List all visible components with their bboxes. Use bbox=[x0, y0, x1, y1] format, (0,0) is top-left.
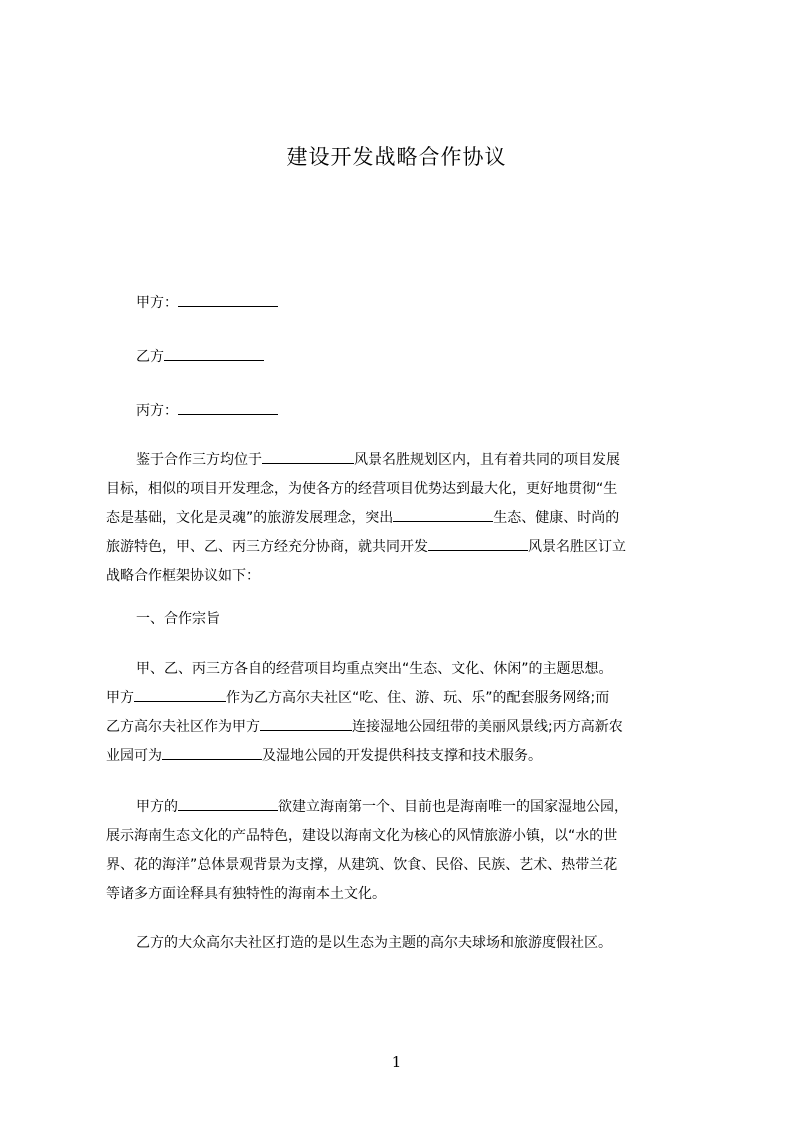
party-a-label: 甲方： bbox=[136, 295, 178, 311]
s1p1-line-1: 甲、乙、丙三方各自的经营项目均重点突出“生态、文化、休闲”的主题思想。 bbox=[136, 661, 613, 677]
party-a-name-blank bbox=[134, 688, 226, 702]
party-c-label: 丙方： bbox=[136, 403, 178, 419]
party-a-blank bbox=[178, 293, 278, 307]
preamble-line-2: 目标，相似的项目开发理念，为使各方的经营项目优势达到最大化，更好地贯彻“生 bbox=[106, 481, 618, 497]
s1p2-line-3: 界、花的海洋”总体景观背景为支撑，从建筑、饮食、民俗、民族、艺术、热带兰花 bbox=[106, 857, 618, 873]
party-b-label: 乙方 bbox=[136, 349, 164, 365]
preamble-line-1: 鉴于合作三方均位于 风景名胜规划区内，且有着共同的项目发展 bbox=[136, 452, 620, 468]
page-number: 1 bbox=[391, 1053, 402, 1071]
section-1-paragraph-1 bbox=[106, 655, 700, 771]
preamble-paragraph bbox=[106, 446, 700, 591]
section-1-heading: 一、合作宗旨 bbox=[136, 611, 220, 627]
section-1-paragraph-3 bbox=[106, 929, 700, 958]
s1p1-line-3: 乙方高尔夫社区作为甲方 连接湿地公园纽带的美丽风景线;丙方高新农 bbox=[106, 719, 623, 735]
s1p1-line-4: 业园可为 及湿地公园的开发提供科技支撑和技术服务。 bbox=[106, 748, 542, 764]
party-a-project-blank bbox=[260, 717, 352, 731]
s1p2-line-1: 甲方的 欲建立海南第一个、目前也是海南唯一的国家湿地公园， bbox=[136, 799, 628, 815]
party-a-line bbox=[136, 292, 278, 312]
party-c-blank bbox=[178, 401, 278, 415]
party-b-blank bbox=[164, 347, 264, 361]
party-b-line bbox=[136, 346, 264, 366]
location-blank bbox=[262, 450, 354, 464]
party-a-entity-blank bbox=[178, 797, 278, 811]
scenic-area-blank bbox=[428, 537, 528, 551]
document-title: 建设开发战略合作协议 bbox=[286, 145, 507, 169]
feature-blank bbox=[393, 508, 493, 522]
section-1-paragraph-2 bbox=[106, 793, 700, 909]
s1p2-line-2: 展示海南生态文化的产品特色，建设以海南文化为核心的风情旅游小镇，以“水的世 bbox=[106, 828, 618, 844]
preamble-line-5: 战略合作框架协议如下： bbox=[106, 568, 260, 584]
s1p1-line-2: 甲方 作为乙方高尔夫社区“吃、住、游、玩、乐”的配套服务网络;而 bbox=[106, 690, 610, 706]
preamble-line-3: 态是基础，文化是灵魂”的旅游发展理念，突出 生态、健康、时尚的 bbox=[106, 510, 620, 526]
s1p3-line-1: 乙方的大众高尔夫社区打造的是以生态为主题的高尔夫球场和旅游度假社区。 bbox=[136, 935, 612, 951]
preamble-line-4: 旅游特色，甲、乙、丙三方经充分协商，就共同开发 风景名胜区订立 bbox=[106, 539, 626, 555]
support-target-blank bbox=[162, 746, 262, 760]
s1p2-line-4: 等诸多方面诠释具有独特性的海南本土文化。 bbox=[106, 886, 386, 902]
party-c-line bbox=[136, 400, 278, 420]
